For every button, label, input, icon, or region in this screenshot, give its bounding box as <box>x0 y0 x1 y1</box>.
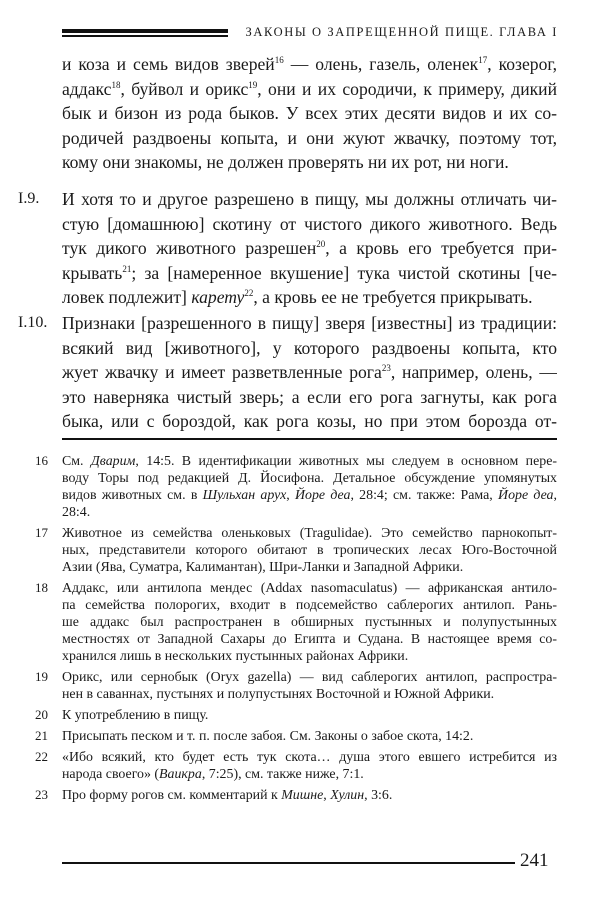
text-run: , 28:4; см. также: Рама, <box>350 488 499 503</box>
footnote-ref: 20 <box>316 239 326 250</box>
text-line <box>62 487 557 504</box>
text-run: па семейства полорогих, входит в подсемейство саблерогих антилоп. Рань- <box>62 598 557 613</box>
footnote <box>35 580 557 665</box>
text-run: , 7:25), см. также ниже, 7:1. <box>201 767 364 782</box>
text-line <box>62 504 557 521</box>
text-line <box>62 311 557 336</box>
paragraph <box>18 311 557 434</box>
text-run: 28:4. <box>62 505 91 520</box>
text-line <box>62 707 557 724</box>
text-run: , например, олень, — <box>390 362 557 383</box>
footnote-number: 21 <box>35 728 48 743</box>
text-run: крывать <box>62 262 123 283</box>
text-line <box>62 580 557 597</box>
italic-run: Йоре деа <box>498 488 554 503</box>
italic-run: Хулин <box>330 788 365 803</box>
text-run: К употреблению в пищу. <box>62 708 209 723</box>
text-line <box>62 101 557 126</box>
text-line <box>62 749 557 766</box>
text-run: ; за [намеренное вкушение] тука чистой скотины [че- <box>131 262 557 283</box>
text-line <box>62 669 557 686</box>
text-run: жует жвачку и имеет разветвленные рога <box>62 362 382 383</box>
text-run: ных, представители которого обитают в тропических лесах Юго-Восточной <box>62 543 557 558</box>
paragraph <box>62 52 557 175</box>
footnote-ref: 19 <box>248 79 258 90</box>
text-run: аддакс <box>62 78 112 99</box>
footnote <box>35 669 557 703</box>
text-line <box>62 385 557 410</box>
text-run: И хотя то и другое разрешено в пищу, мы должны отличать чи- <box>62 189 557 209</box>
footnote <box>35 787 557 804</box>
text-line <box>62 212 557 237</box>
text-run: , они и их сородичи, к примеру, дикий <box>257 78 557 99</box>
text-line <box>62 409 557 434</box>
text-run: видов животных см. в <box>62 488 203 503</box>
text-line <box>62 542 557 559</box>
text-run: , 14:5. В идентификации животных мы следуем в основном пере- <box>135 454 557 469</box>
text-line <box>62 525 557 542</box>
header-rule-bars <box>62 29 228 37</box>
text-run: , <box>553 488 557 503</box>
text-run: хранился лишь в нескольких пустынных районах Африки. <box>62 649 409 664</box>
text-run: Аддакс, или антилопа мендес (Addax nasomaculatus) — африканская антило- <box>62 581 557 596</box>
text-line <box>62 597 557 614</box>
text-run: воду Торы под редакцией Д. Йосифона. Детальное обсуждение упомянутых <box>62 471 557 486</box>
text-line <box>62 631 557 648</box>
italic-run: Дварим <box>90 454 136 469</box>
text-run: Животное из семейства оленьковых (Tragulidae). Это семейство парнокопыт- <box>62 526 557 541</box>
text-run: Азии (Ява, Суматра, Калимантан), Шри-Ланки и Западной Африки. <box>62 560 464 575</box>
italic-run: Йоре деа <box>294 488 351 503</box>
text-line <box>62 787 557 804</box>
footnote-ref: 22 <box>244 288 254 299</box>
text-line <box>62 559 557 576</box>
text-line <box>62 453 557 470</box>
footnotes <box>35 453 557 808</box>
text-run: — олень, газель, оленек <box>283 54 479 74</box>
header-thin-rule <box>62 35 228 37</box>
text-line <box>62 285 557 310</box>
text-run: См. <box>62 454 91 469</box>
footnote-ref: 18 <box>111 79 121 90</box>
footnote-ref: 23 <box>381 363 391 374</box>
text-run: бык и бизон из рода быков. У всех этих десяти видов и их со- <box>62 103 557 124</box>
text-line <box>62 261 557 286</box>
text-line <box>62 360 557 385</box>
text-line <box>62 336 557 361</box>
footnote-number: 20 <box>35 707 48 722</box>
text-line <box>62 150 557 175</box>
paragraph-number: I.10. <box>18 314 48 331</box>
text-line <box>62 648 557 665</box>
text-run: , а кровь ее не требуется прикрывать. <box>253 287 533 308</box>
text-line <box>62 766 557 783</box>
text-run: ше аддакс был распространен в обширных пустынных и полупустынных <box>62 615 557 630</box>
text-run: всякий вид [животного], у которого раздвоены копыта, кто <box>62 337 557 358</box>
text-run: , <box>323 788 331 803</box>
footnote-number: 19 <box>35 669 48 684</box>
text-run: быка, или с бороздой, как рога козы, но при этом борозда от- <box>62 411 557 432</box>
footnote-number: 17 <box>35 525 48 540</box>
footer-rule <box>62 862 515 864</box>
text-run: родичей раздвоены копыта, и они жуют жвачку, поэтому тот, <box>62 127 557 148</box>
text-line <box>62 126 557 151</box>
footnote-number: 18 <box>35 580 48 595</box>
footnote-number: 23 <box>35 787 48 802</box>
text-run: это наверняка чистый зверь; а если его рога загнуты, как рога <box>62 386 557 407</box>
running-title: ЗАКОНЫ О ЗАПРЕЩЕННОЙ ПИЩЕ. ГЛАВА I <box>245 25 558 39</box>
text-run: нен в саваннах, пустынях и полупустынях Восточной и Южной Африки. <box>62 687 495 702</box>
text-run: Присыпать песком и т. п. после забоя. См. Законы о забое скота, 14:2. <box>62 729 474 744</box>
text-line <box>62 187 557 212</box>
text-run: , а кровь его требуется при- <box>325 238 557 259</box>
text-line <box>62 77 557 102</box>
footnote-ref: 16 <box>274 55 284 65</box>
italic-run: карету <box>191 287 245 308</box>
footnote <box>35 525 557 576</box>
header-thick-rule <box>62 29 228 33</box>
text-run: , <box>286 488 295 503</box>
footnote <box>35 749 557 783</box>
page-number: 241 <box>520 850 549 871</box>
footnote <box>35 707 557 724</box>
text-run: кому они знакомы, не должен проверять ни их рот, ни ноги. <box>62 152 509 173</box>
text-run: местностях от Западной Сахары до Египта и Судана. В настоящее время со- <box>62 632 557 647</box>
footnote <box>35 728 557 745</box>
footnote-number: 16 <box>35 453 48 468</box>
text-run: и коза и семь видов зверей <box>62 54 275 74</box>
text-run: стую [домашнюю] скотину от чистого дикого животного. Ведь <box>62 213 557 234</box>
footnote <box>35 453 557 521</box>
text-run: , 3:6. <box>364 788 393 803</box>
text-run: тук дикого животного разрешен <box>62 238 317 259</box>
footnote-separator <box>62 438 557 440</box>
text-run: , козерог, <box>487 54 557 74</box>
text-line <box>62 728 557 745</box>
text-run: народа своего» ( <box>62 767 160 782</box>
footnote-ref: 21 <box>122 263 132 274</box>
paragraph-number: I.9. <box>18 190 40 207</box>
text-run: Орикс, или сернобык (Oryx gazella) — вид саблерогих антилоп, распростра- <box>62 670 557 685</box>
text-line <box>62 614 557 631</box>
italic-run: Ваикра <box>159 767 202 782</box>
text-run: «Ибо всякий, кто будет есть тук скота… душа этого евшего истребится из <box>62 750 557 765</box>
italic-run: Мишне <box>281 788 324 803</box>
text-run: Признаки [разрешенного в пищу] зверя [известны] из традиции: <box>62 313 557 333</box>
footnote-ref: 17 <box>478 55 488 65</box>
text-run: , буйвол и орикс <box>120 78 249 99</box>
text-run: Про форму рогов см. комментарий к <box>62 788 282 803</box>
paragraph <box>18 187 557 310</box>
text-run: ловек подлежит] <box>62 287 192 308</box>
text-line <box>62 52 557 77</box>
text-line <box>62 470 557 487</box>
footnote-number: 22 <box>35 749 48 764</box>
text-line <box>62 686 557 703</box>
text-line <box>62 236 557 261</box>
italic-run: Шульхан арух <box>202 488 287 503</box>
